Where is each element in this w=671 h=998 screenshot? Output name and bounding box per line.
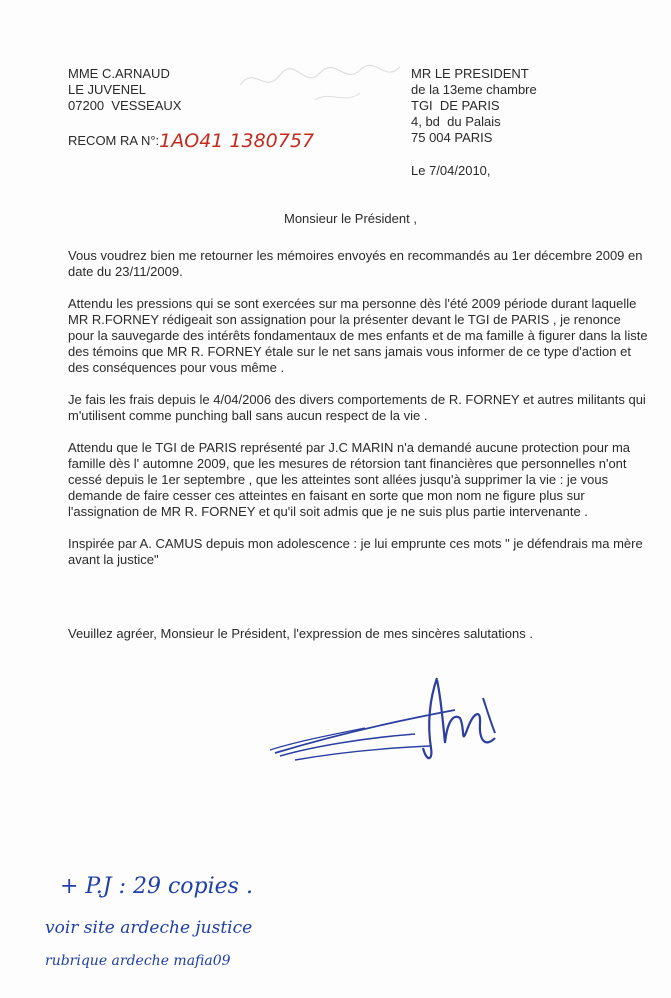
recipient-line5: 75 004 PARIS (411, 130, 493, 145)
sender-address (68, 66, 181, 114)
letter-date: Le 7/04/2010, (411, 163, 491, 178)
sender-name: MME C.ARNAUD (68, 66, 170, 81)
letter-body (68, 248, 648, 584)
signature-image (255, 668, 505, 783)
paragraph-2: Attendu les pressions qui se sont exercées sur ma personne dès l'été 2009 période durant laquelle MR R.FORNEY rédigeait son assignation pour la présenter devant le TGI de PARIS , je renonce pour la sauvegarde des intérêts fondamentaux de mes enfants et de ma famille à figurer dans la liste des témoins que MR R. FORNEY étale sur le net sans jamais vous informer de ce type d'action et des conséquences pour vous même . (68, 296, 648, 375)
paragraph-4: Attendu que le TGI de PARIS représenté par J.C MARIN n'a demandé aucune protection pour ma famille dès l' automne 2009, que les mesures de rétorsion tant financières que personnelles n'ont cessé depuis le 1er septembre , que les atteintes sont allées jusqu'à supprimer la vie : je vous demande de faire cesser ces atteintes en faisant en sorte que mon nom ne figure plus sur l'assignation de MR R. FORNEY et qu'il soit admis que je ne suis plus partie intervenante . (68, 440, 631, 519)
recom-number: 1AO41 1380757 (159, 130, 315, 152)
recom-label: RECOM RA N°: (68, 133, 160, 148)
closing-formula: Veuillez agréer, Monsieur le Président, l'expression de mes sincères salutations . (68, 626, 533, 641)
recipient-address (411, 66, 537, 146)
faint-pencil-marks (235, 55, 405, 110)
paragraph-1: Vous voudrez bien me retourner les mémoires envoyés en recommandés au 1er décembre 2009 en date du 23/11/2009. (68, 248, 643, 279)
paragraph-5: Inspirée par A. CAMUS depuis mon adolescence : je lui emprunte ces mots " je défendrais ma mère avant la justice" (68, 536, 643, 567)
sender-address-line1: LE JUVENEL (68, 82, 147, 97)
recipient-line1: MR LE PRESIDENT (411, 66, 529, 81)
recipient-line4: 4, bd du Palais (411, 114, 501, 129)
handwritten-note-attachments: + P.J : 29 copies . (60, 874, 253, 899)
sender-address-line2: 07200 VESSEAUX (68, 98, 182, 113)
recom-line (68, 130, 314, 150)
handwritten-note-site: voir site ardeche justice (45, 918, 253, 938)
recipient-line3: TGI DE PARIS (411, 98, 500, 113)
salutation: Monsieur le Président , (284, 211, 417, 226)
paragraph-3: Je fais les frais depuis le 4/04/2006 des divers comportements de R. FORNEY et autres militants qui m'utilisent comme punching ball sans aucun respect de la vie . (68, 392, 646, 423)
handwritten-note-rubrique: rubrique ardeche mafia09 (45, 953, 231, 969)
recipient-line2: de la 13eme chambre (411, 82, 537, 97)
